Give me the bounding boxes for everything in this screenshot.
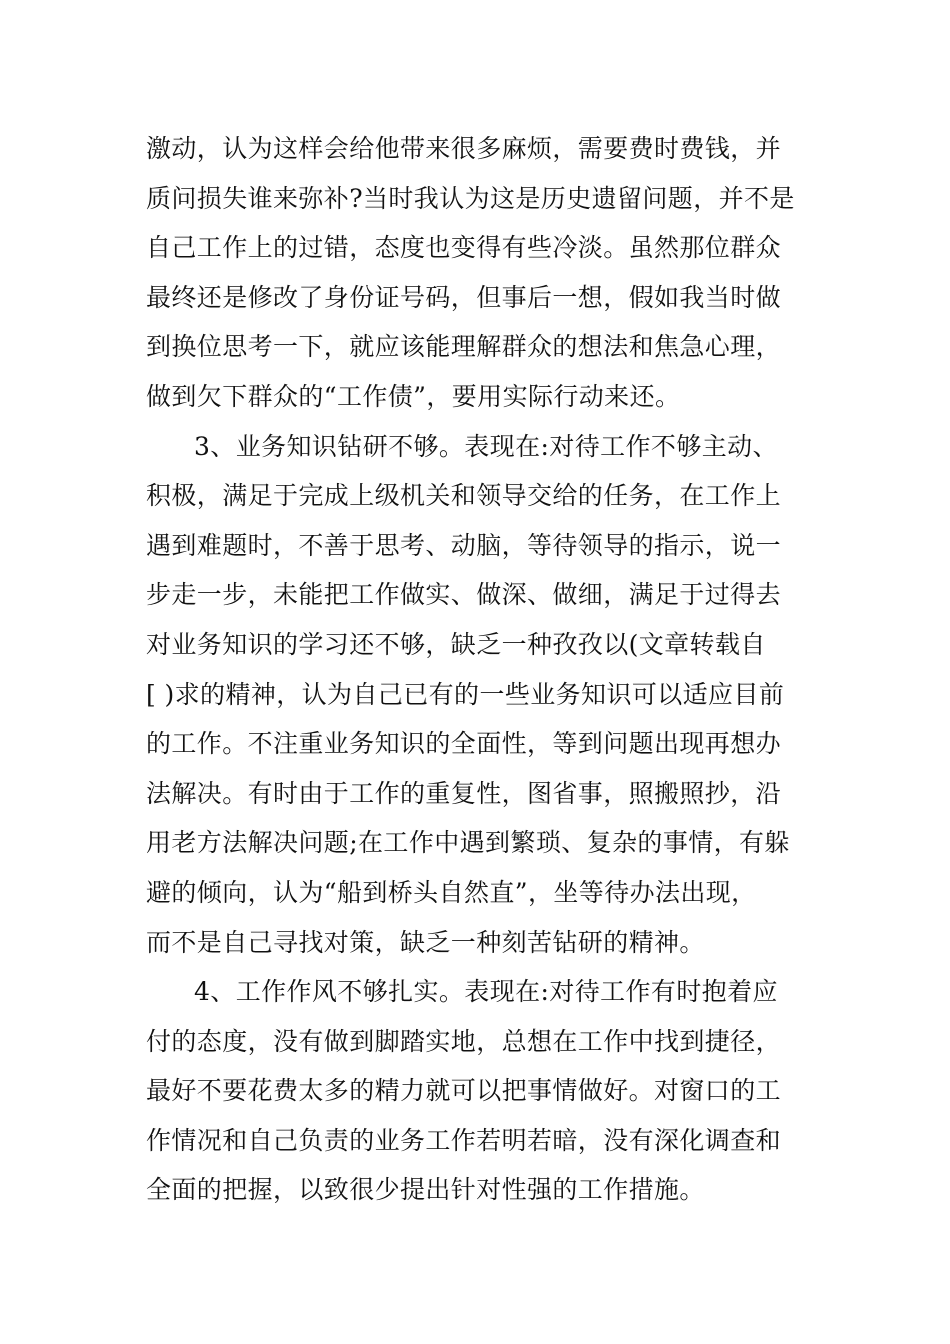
text-line: 到换位思考一下，就应该能理解群众的想法和焦急心理，: [146, 332, 782, 362]
text-line: 用老方法解决问题;在工作中遇到繁琐、复杂的事情，有躲: [146, 828, 790, 858]
text-line: 的工作。不注重业务知识的全面性，等到问题出现再想办: [146, 729, 782, 759]
text-line: 4、工作作风不够扎实。表现在:对待工作有时抱着应: [194, 977, 778, 1007]
text-line: 3、业务知识钻研不够。表现在:对待工作不够主动、: [194, 431, 778, 461]
text-line: 避的倾向，认为“船到桥头自然直”，坐等待办法出现，: [146, 877, 757, 907]
text-line: 最终还是修改了身份证号码，但事后一想，假如我当时做: [146, 282, 782, 312]
text-line: 法解决。有时由于工作的重复性，图省事，照搬照抄，沿: [146, 778, 782, 808]
text-line: 激动，认为这样会给他带来很多麻烦，需要费时费钱，并: [146, 134, 782, 163]
text-line: 付的态度，没有做到脚踏实地，总想在工作中找到捷径，: [146, 1026, 782, 1056]
text-line: 遇到难题时，不善于思考、动脑，等待领导的指示，说一: [146, 530, 782, 560]
text-line: 做到欠下群众的“工作债”，要用实际行动来还。: [146, 381, 681, 411]
text-line: 而不是自己寻找对策，缺乏一种刻苦钻研的精神。: [146, 927, 705, 957]
text-line: 自己工作上的过错，态度也变得有些冷淡。虽然那位群众: [146, 233, 782, 263]
text-line: 质问损失谁来弥补?当时我认为这是历史遗留问题，并不是: [146, 183, 795, 213]
text-line: 作情况和自己负责的业务工作若明若暗，没有深化调查和: [146, 1125, 782, 1155]
text-line: 全面的把握，以致很少提出针对性强的工作措施。: [146, 1175, 705, 1205]
document-body: [146, 124, 811, 1215]
text-line: 最好不要花费太多的精力就可以把事情做好。对窗口的工: [146, 1076, 782, 1106]
text-line: 步走一步，未能把工作做实、做深、做细，满足于过得去: [146, 580, 782, 610]
text-line: 对业务知识的学习还不够，缺乏一种孜孜以(文章转载自: [146, 629, 766, 659]
text-line: [ )求的精神，认为自己已有的一些业务知识可以适应目前: [146, 679, 785, 709]
text-line: 积极，满足于完成上级机关和领导交给的任务，在工作上: [146, 481, 782, 511]
